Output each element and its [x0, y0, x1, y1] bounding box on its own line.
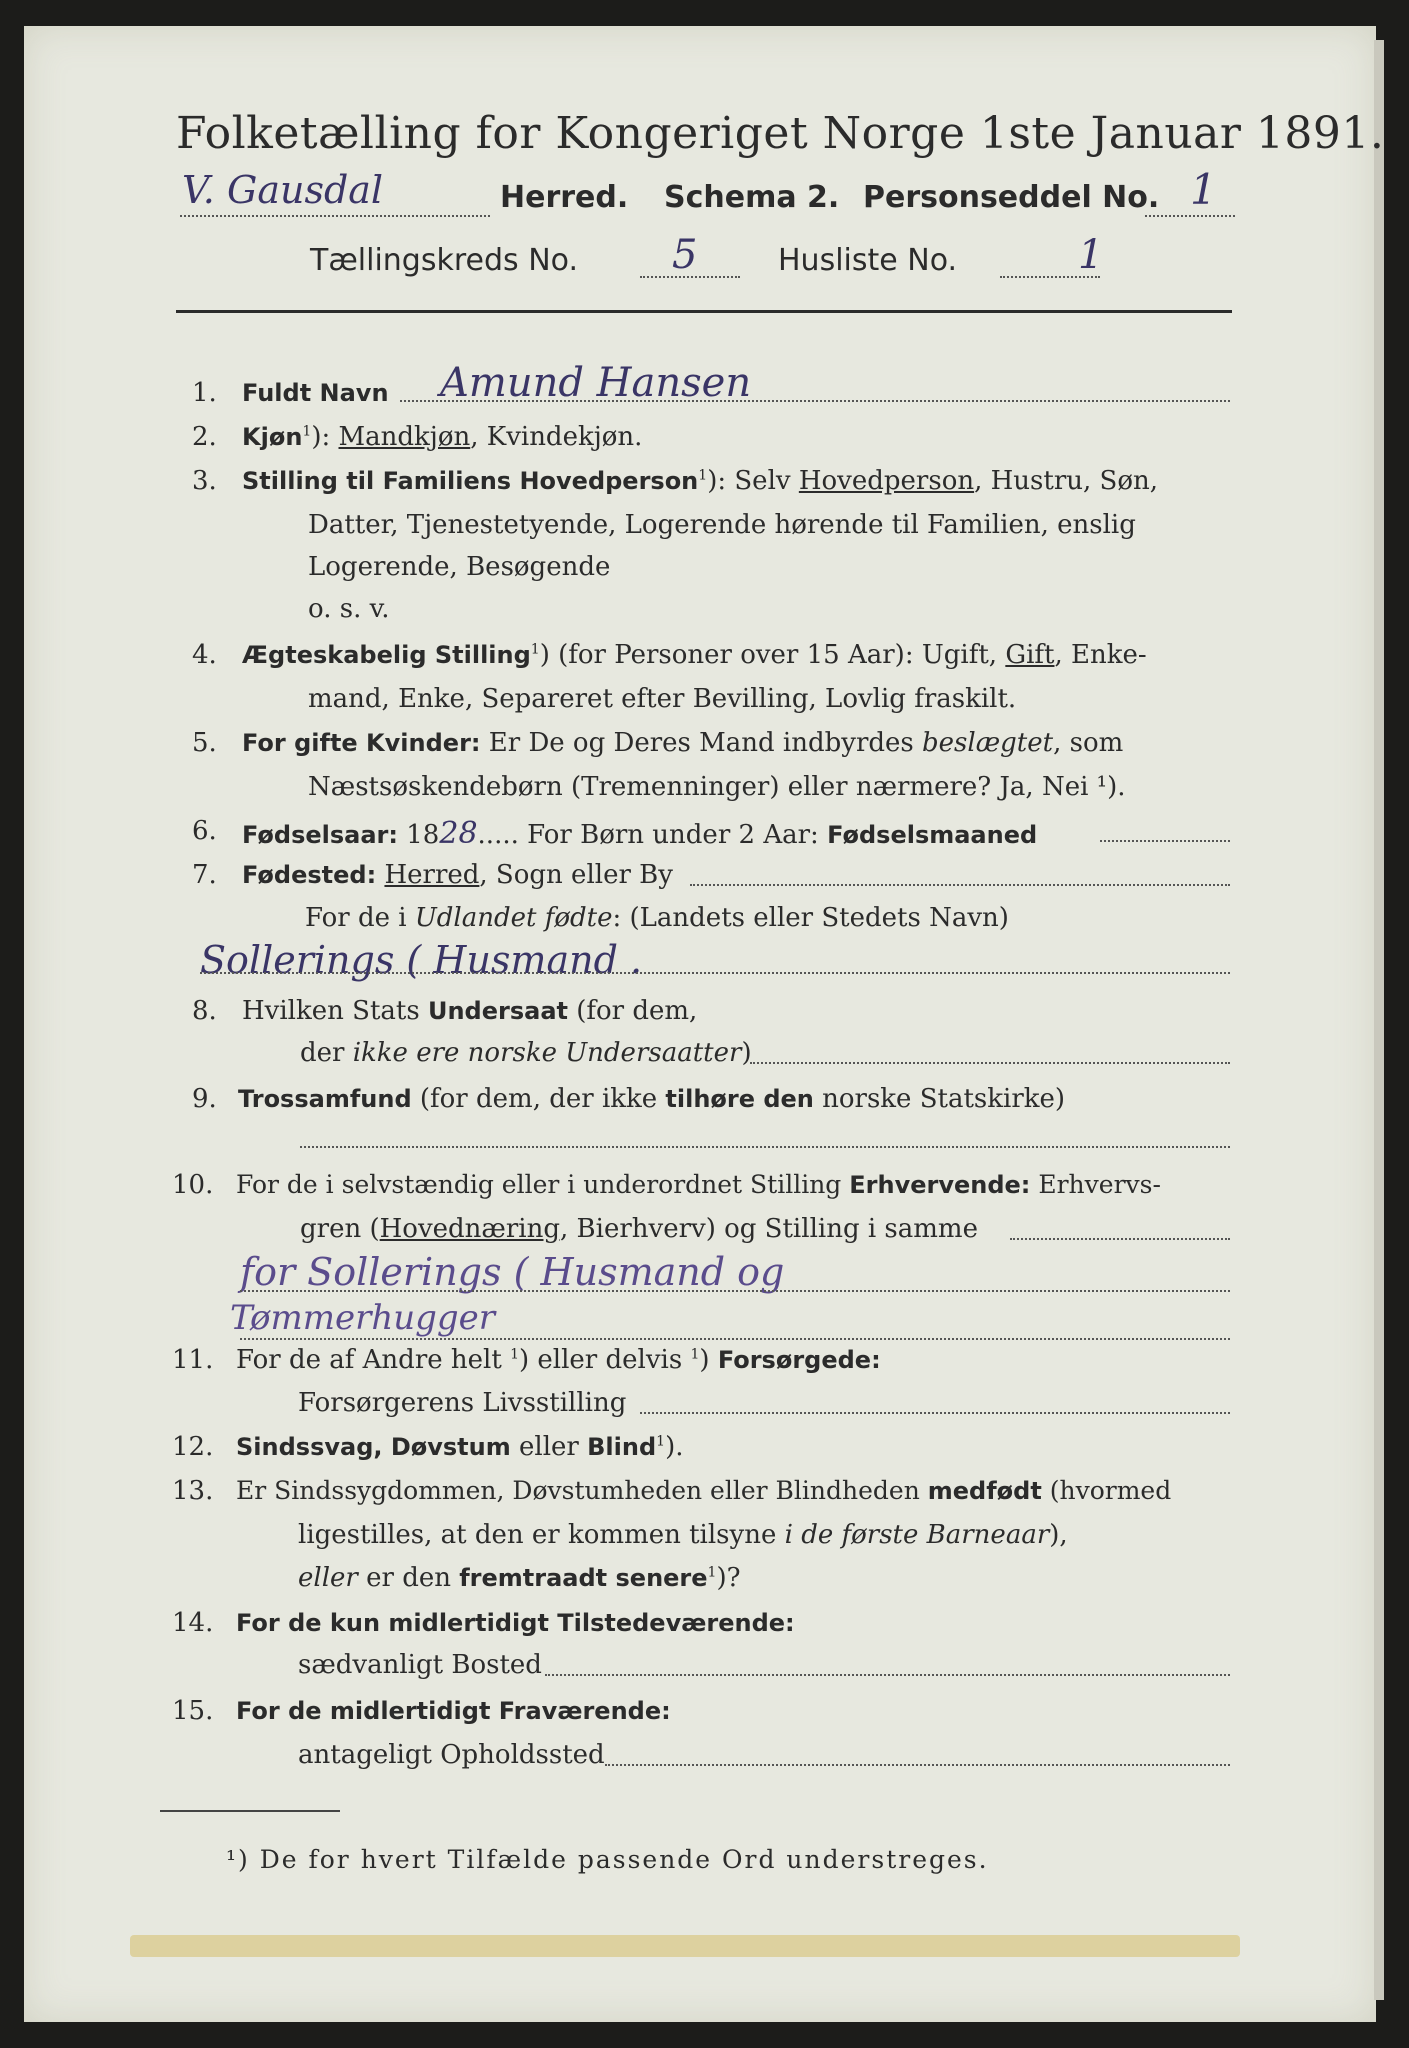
q3-line2: Datter, Tjenestetyende, Logerende hørende til Familien, enslig — [308, 510, 1136, 540]
q10-answer-dotline-1 — [240, 1290, 1230, 1292]
personseddel-handwritten: 1 — [1190, 165, 1217, 214]
q10-text: For de i selvstændig eller i underordnet Stilling Erhvervende: Erhvervs- — [236, 1170, 1161, 1199]
q1-dotline — [400, 400, 1230, 402]
q10-number: 10. — [172, 1170, 214, 1200]
q5-number: 5. — [192, 728, 217, 758]
q7-line2: For de i Udlandet fødte: (Landets eller Stedets Navn) — [305, 903, 1009, 933]
q13-number: 13. — [172, 1476, 214, 1506]
q4-line2: mand, Enke, Separeret efter Bevilling, Lovlig fraskilt. — [308, 684, 1017, 714]
q8-line2: der ikke ere norske Undersaatter) — [300, 1038, 752, 1068]
q14-line2: sædvanligt Bosted — [298, 1650, 542, 1680]
q7-text: Fødested: Herred, Sogn eller By — [242, 860, 673, 890]
q7-birthplace-handwritten: Sollerings ( Husmand . — [200, 938, 643, 982]
q10-line2: gren (Hovednæring, Bierhverv) og Stilling i samme — [300, 1214, 978, 1244]
herred-label: Herred. — [500, 180, 629, 215]
q3-text: Stilling til Familiens Hovedperson$^1$): Selv Hovedperson, Hustru, Søn, — [242, 466, 1159, 496]
q2-number: 2. — [192, 422, 217, 452]
tape-strip — [130, 1935, 1240, 1957]
q7-dotline — [690, 884, 1230, 886]
q14-dotline — [545, 1674, 1230, 1676]
q6-dotline — [1100, 840, 1230, 842]
q11-dotline — [640, 1412, 1230, 1414]
q6-text: Fødselsaar: 1828..... For Børn under 2 Aar: Fødselsmaaned — [242, 816, 1038, 851]
q1-number: 1. — [192, 378, 217, 408]
q2-text: Kjøn$^1$): Mandkjøn, Kvindekjøn. — [242, 422, 643, 452]
q3-line4: o. s. v. — [308, 594, 390, 624]
husliste-handwritten: 1 — [1078, 232, 1104, 278]
q6-number: 6. — [192, 816, 217, 846]
kreds-label: Tællingskreds No. — [310, 243, 578, 278]
q8-text: Hvilken Stats Undersaat (for dem, — [242, 996, 698, 1026]
q12-text: Sindssvag, Døvstum eller Blind$^1$). — [236, 1432, 684, 1462]
husliste-dotline — [1000, 276, 1100, 278]
q5-line2: Næstsøskendebørn (Tremenninger) eller nærmere? Ja, Nei ¹). — [308, 772, 1126, 802]
q10-occupation-handwritten-2: Tømmerhugger — [230, 1298, 496, 1338]
q8-number: 8. — [192, 996, 217, 1026]
q11-text: For de af Andre helt $^1$) eller delvis $^1$) Forsørgede: — [236, 1345, 881, 1375]
q4-number: 4. — [192, 640, 217, 670]
husliste-label: Husliste No. — [778, 243, 958, 278]
q14-number: 14. — [172, 1608, 214, 1638]
q15-dotline — [605, 1764, 1230, 1766]
kreds-handwritten: 5 — [672, 232, 698, 278]
q13-text: Er Sindssygdommen, Døvstumheden eller Blindheden medfødt (hvormed — [236, 1476, 1172, 1505]
q15-number: 15. — [172, 1696, 214, 1726]
personseddel-dotline — [1145, 215, 1235, 217]
q3-number: 3. — [192, 466, 217, 496]
q11-number: 11. — [172, 1345, 214, 1375]
herred-dotline — [180, 215, 490, 217]
q15-line2: antageligt Opholdssted — [298, 1740, 605, 1770]
q10-answer-dotline-2 — [240, 1338, 1230, 1340]
q13-line2: ligestilles, at den er kommen tilsyne i de første Barneaar), — [298, 1520, 1068, 1550]
q10-dotline — [1010, 1238, 1230, 1240]
q9-dotline — [300, 1146, 1230, 1148]
census-form-paper — [24, 26, 1376, 2022]
q5-text: For gifte Kvinder: Er De og Deres Mand indbyrdes beslægtet, som — [242, 728, 1124, 758]
herred-handwritten: V. Gausdal — [182, 168, 384, 212]
q7-number: 7. — [192, 860, 217, 890]
q3-line3: Logerende, Besøgende — [308, 552, 611, 582]
form-title: Folketælling for Kongeriget Norge 1ste Januar 1891. — [176, 108, 1385, 159]
header-rule — [176, 310, 1232, 313]
q15-label: For de midlertidigt Fraværende: — [236, 1697, 671, 1725]
q7-answer-dotline — [200, 972, 1230, 974]
q11-line2: Forsørgerens Livsstilling — [298, 1388, 627, 1418]
q9-number: 9. — [192, 1084, 217, 1114]
q4-text: Ægteskabelig Stilling$^1$) (for Personer over 15 Aar): Ugift, Gift, Enke- — [242, 640, 1147, 670]
q6-year-handwritten: 28 — [439, 816, 478, 851]
q8-dotline — [750, 1062, 1230, 1064]
footnote: ¹) De for hvert Tilfælde passende Ord understreges. — [226, 1845, 989, 1874]
q1-label: Fuldt Navn — [242, 379, 389, 407]
q14-label: For de kun midlertidigt Tilstedeværende: — [236, 1609, 795, 1637]
q1-name-handwritten: Amund Hansen — [440, 360, 752, 406]
q12-number: 12. — [172, 1432, 214, 1462]
q10-occupation-handwritten-1: for Sollerings ( Husmand og — [240, 1250, 785, 1294]
q13-line3: eller er den fremtraadt senere$^1$)? — [298, 1563, 741, 1593]
kreds-dotline — [640, 276, 740, 278]
paper-edge — [1374, 40, 1384, 2000]
personseddel-label: Personseddel No. — [863, 180, 1160, 215]
schema-label: Schema 2. — [664, 180, 840, 215]
footnote-rule — [160, 1810, 340, 1812]
q9-text: Trossamfund (for dem, der ikke tilhøre den norske Statskirke) — [238, 1084, 1066, 1114]
